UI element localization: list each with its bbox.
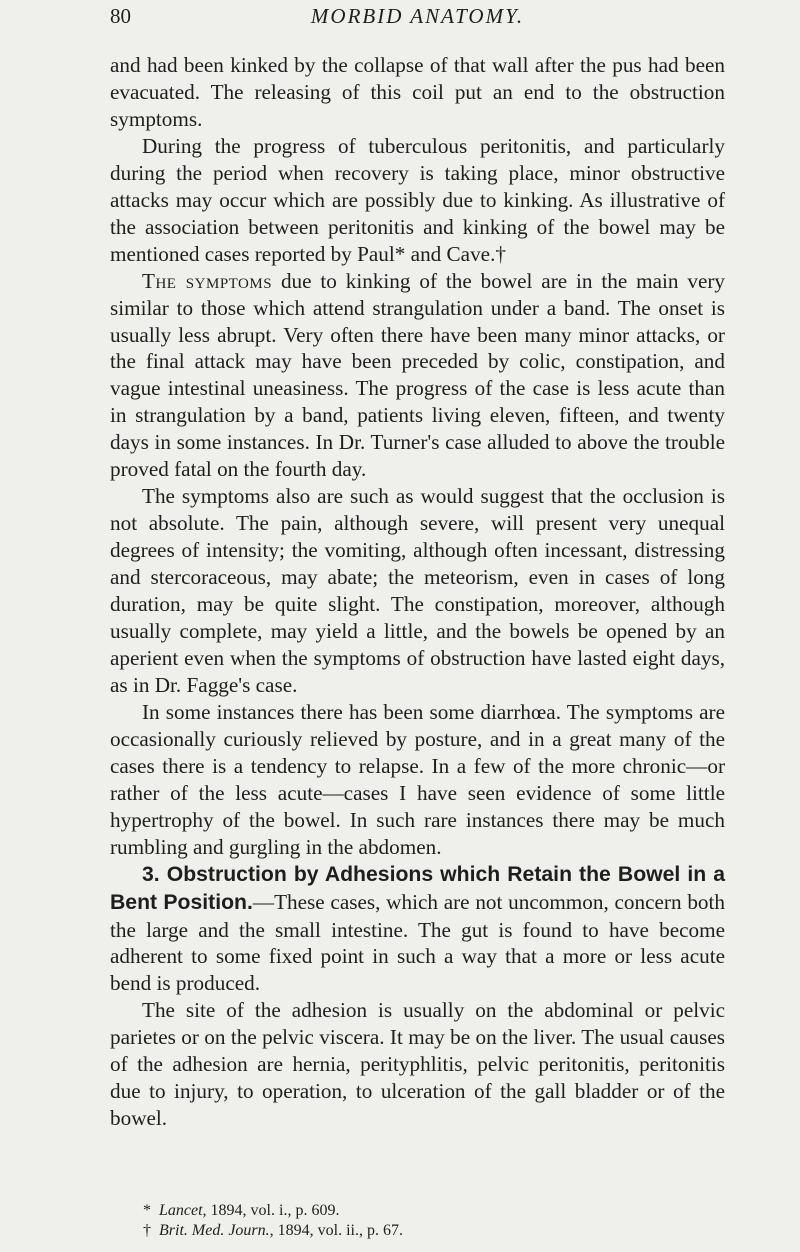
section-heading: 3. Obstruction by Adhesions which Retain the Bowel in a Bent Position. — [110, 862, 725, 914]
footnotes — [143, 1201, 703, 1241]
paragraph-4: The symptoms also are such as would suggest that the occlusion is not absolute. The pain, although severe, will present very unequal degrees of intensity; the vomiting, although often incessant, distressing and stercoraceous, may abate; the meteorism, even in cases of long duration, may be quite slight. The constipation, moreover, although usually complete, may yield a little, and the bowels be opened by an aperient even when the symptoms of obstruction have lasted eight days, as in Dr. Fagge's case. — [110, 484, 725, 697]
page-number: 80 — [110, 4, 131, 28]
footnote-2 — [143, 1221, 703, 1241]
paragraph-1: and had been kinked by the collapse of that wall after the pus had been evacuated. The releasing of this coil put an end to the obstruction symptoms. — [110, 53, 725, 131]
paragraph-3-text: due to kinking of the bowel are in the main very similar to those which attend strangulation under a band. The onset is usually less abrupt. Very often there have been many minor attacks, or the final attack may have been preceded by colic, constipation, and vague intestinal uneasiness. The progress of the case is less acute than in strangulation by a band, patients living eleven, fifteen, and twenty days in some instances. In Dr. Turner's case alluded to above the trouble proved fatal on the fourth day. — [110, 268, 725, 482]
footnote-source: Brit. Med. Journ., — [159, 1222, 274, 1239]
footnote-detail: 1894, vol. ii., p. 67. — [273, 1222, 403, 1239]
body-text — [110, 52, 725, 1132]
footnote-detail: 1894, vol. i., p. 609. — [206, 1202, 340, 1219]
footnote-1 — [143, 1201, 703, 1221]
paragraph-6 — [110, 861, 725, 998]
footnote-source: Lancet, — [159, 1202, 207, 1219]
footnote-marker: † — [143, 1222, 151, 1239]
paragraph-6-text: —These cases, which are not uncommon, concern both the large and the small intestine. The gut is found to have become adherent to some fixed point in such a way that a more or less acute bend is produced. — [110, 889, 725, 996]
running-head: MORBID ANATOMY. — [310, 4, 525, 28]
paragraph-7: The site of the adhesion is usually on the abdominal or pelvic parietes or on the pelvic viscera. It may be on the liver. The usual causes of the adhesion are hernia, perityphlitis, pelvic peritonitis, peritonitis due to injury, to operation, to ulceration of the gall bladder or of the bowel. — [110, 998, 725, 1131]
paragraph-3 — [110, 268, 725, 484]
footnote-marker: * — [143, 1202, 151, 1219]
symptoms-lead: The symptoms — [142, 268, 273, 293]
paragraph-5: In some instances there has been some diarrhœa. The symptoms are occasionally curiously relieved by posture, and in a great many of the cases there is a tendency to relapse. In a few of the more chronic—or rather of the less acute—cases I have seen evidence of some little hypertrophy of the bowel. In such rare instances there may be much rumbling and gurgling in the abdomen. — [110, 699, 725, 859]
page-header — [110, 4, 725, 34]
paragraph-2: During the progress of tuberculous peritonitis, and particularly during the period when recovery is taking place, minor obstructive attacks may occur which are possibly due to kinking. As illustrative of the association between peritonitis and kinking of the bowel may be mentioned cases reported by Paul* and Cave.† — [110, 133, 725, 266]
